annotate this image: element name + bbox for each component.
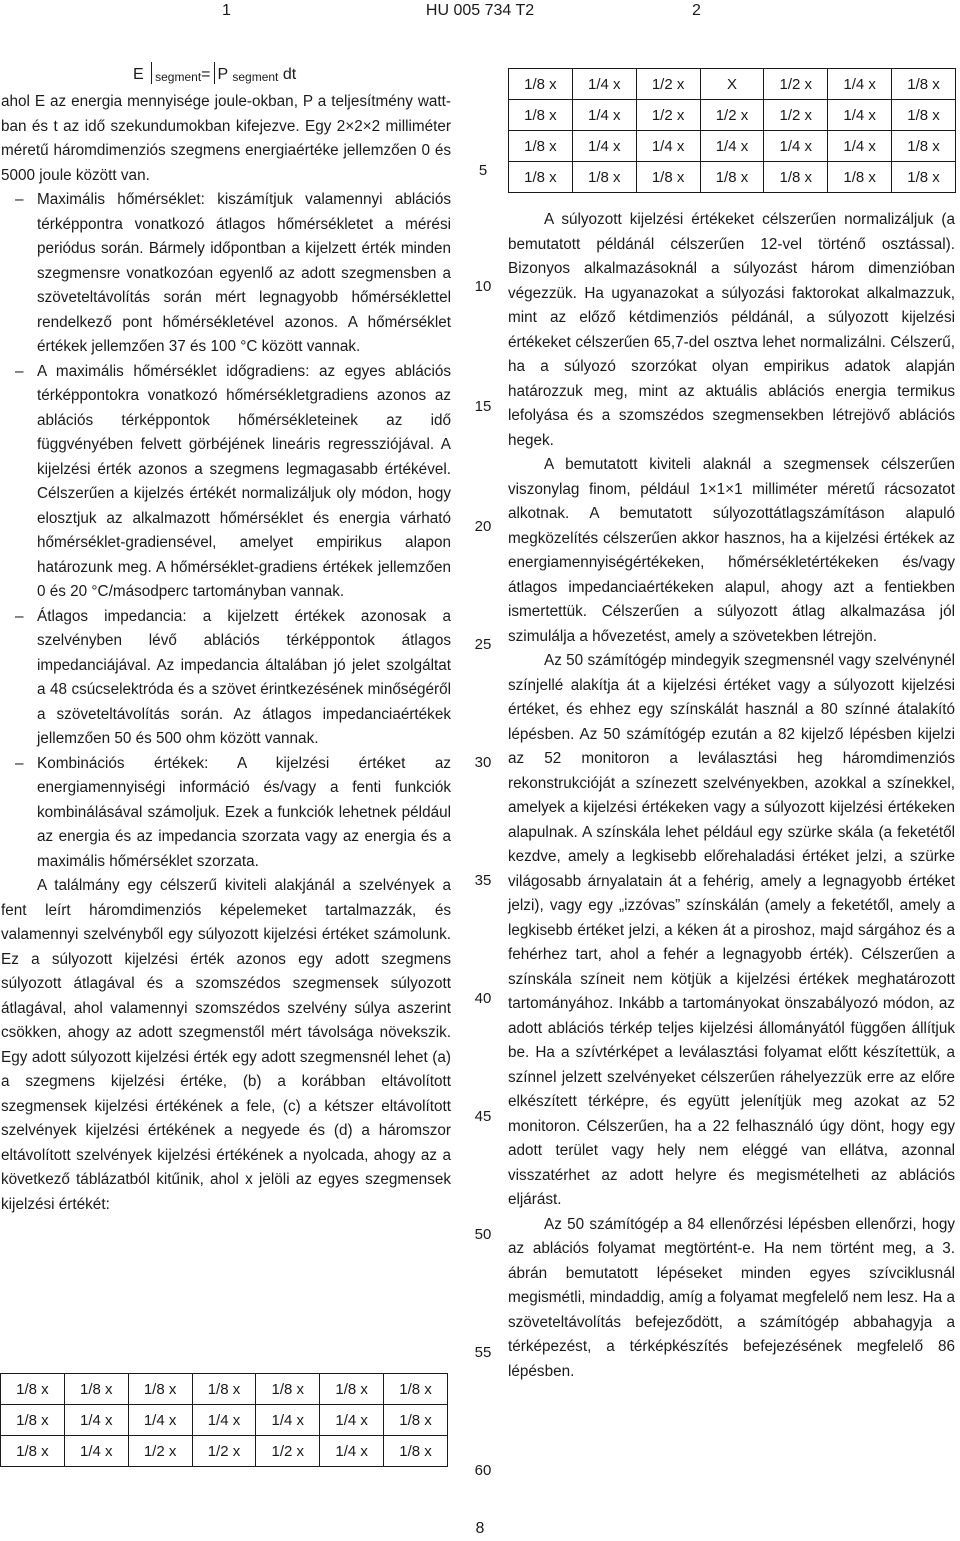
formula-equals: = <box>201 66 211 83</box>
body-paragraph: A bemutatott kiviteli alaknál a szegmensek célszerűen viszonylag finom, például 1×1×1 milliméter méretű rácsozatot alkotnak. A bemutatott súlyozottátlagszámításon alapuló megközelítés célszerűen akkor hasznos, ha a kijelzési értékek az energiamennyiségértékeken, hőmérsékletértékeken és/vagy átlagos impedanciaértékeken alapul, ahogy azt a fentiekben ismertettük. Célszerűen a súlyozott átlag alkalmazása jól szimulálja a hővezetést, amely a szövetekben létrejön. <box>508 456 955 645</box>
formula-e: E <box>133 66 144 83</box>
bullet-average-impedance: – Átlagos impedancia: a kijelzett értékek azonosak a szelvényben lévő ablációs térképpontok átlagos impedanciájával. Az impedancia általában jó jelet szolgáltat a 48 csúcselektróda és a szövet érintkezésének minőségéről a szöveteltávolítás során. Az átlagos impedanciaértékek jellemzően 50 és 500 ohm között vannak. <box>15 607 451 747</box>
formula-subscript: segment <box>232 70 279 84</box>
right-column <box>508 208 955 1384</box>
table-row: 1/8 x 1/8 x 1/8 x 1/8 x 1/8 x 1/8 x 1/8 x <box>509 162 956 193</box>
line-number: 25 <box>474 636 492 653</box>
line-number: 50 <box>474 1226 492 1243</box>
intro-paragraph: ahol E az energia mennyisége joule-okban, P a teljesítmény watt-ban és t az idő szekundumokban kifejezve. Egy 2×2×2 milliméter méretű háromdimenziós szegmens energiaértéke jellemzően 0 és 5000 joule között van. <box>1 93 451 184</box>
line-number: 5 <box>478 162 488 179</box>
body-paragraph: A súlyozott kijelzési értékeket célszerűen normalizáljuk (a bemutatott példánál célszerűen 12-vel történő osztással). Bizonyos alkalmazásoknál a súlyozást három dimenzióban végezzük. Ha ugyanazokat a súlyozási faktorokat alkalmazzuk, mint az előző kétdimenziós példánál, a súlyozott kijelzési értékeket célszerűen 65,7-del osztva lehet normalizálni. Célszerű, ha a súlyozó szorzókat olyan empirikus adatok alapján határozzuk meg, mint az aktuális ablációs energia termikus lefolyása és a szomszédos szegmensekben létrejövő ablációs hegek. <box>508 211 955 449</box>
table-row: 1/8 x 1/4 x 1/4 x 1/4 x 1/4 x 1/4 x 1/8 x <box>509 131 956 162</box>
table-row: 1/8 x 1/4 x 1/2 x X 1/2 x 1/4 x 1/8 x <box>509 69 956 100</box>
bullet-max-temperature: – Maximális hőmérséklet: kiszámítjuk valamennyi ablációs térképpontra vonatkozó átlagos hőmérsékletet a mérési periódus során. Bármely időpontban a kijelzett érték minden szegmensre vonatkozóan egyenlő az adott szegmensben a szöveteltávolítás során mért legnagyobb hőmérséklettel rendelkező pont hőmérsékletével azonos. A hőmérséklet értékek jellemzően 37 és 100 °C között vannak. <box>15 191 451 355</box>
bullet-combination-values: – Kombinációs értékek: A kijelzési értéket az energiamennyiségi információ és/vagy a fenti funkciók kombinálásával számoljuk. Ezek a funkciók lehetnek például az energia és az impedancia szorzata vagy az energia és a maximális hőmérséklet szorzata. <box>15 754 451 870</box>
table-row: 1/8 x 1/4 x 1/4 x 1/4 x 1/4 x 1/4 x 1/8 x <box>1 1405 448 1436</box>
document-id: HU 005 734 T2 <box>425 2 535 19</box>
bullet-temperature-gradient: – A maximális hőmérséklet időgradiens: az egyes ablációs térképpontokra vonatkozó hőmérsékletgradiens azonos az ablációs térképpontok hőmérsékleteinek az idő függvényében felvett görbéjének lineáris regressziójával. A kijelzési érték azonos a szegmens legmagasabb értékével. Célszerűen a kijelzés értékét normalizáljuk oly módon, hogy elosztjuk az alkalmazott hőmérséklet és energia várható hőmérséklet-gradiensével, amelyet empirikus alapon határozunk meg. A hőmérséklet-gradiens értékek jellemzően 0 és 20 °C/másodperc tartományban vannak. <box>15 362 451 600</box>
body-paragraph: Az 50 számítógép mindegyik szegmensnél vagy szelvénynél színjellé alakítja át a kijelzési értéket vagy a súlyozott kijelzési értéket, és ehhez egy színskálát használ a 80 színné átalakító lépésben. Az 50 számítógép ezután a 82 kijelző lépésben kijelzi az 52 monitoron a leválasztási heg háromdimenziós rekonstrukcióját a színezett szelvényekben, azokkal a színekkel, amelyek a kijelzési értékeken vagy a súlyozott kijelzési értékeken alapulnak. A színskála lehet például egy szürke skála (a feketétől kezdve, amely a legkisebb előrehaladási értéket jelzi, a szürke világosabb árnyalatain át a fehérig, amely a legnagyobb értéket jelzi), vagy egy „izzóvas” színskálán (amely a feketétől, amely a legkisebb értéket jelzi, a kéken át a piroshoz, majd sárgához és a fehérhez tart, ahol a fehér a legnagyobb érték). Célszerűen a színskála színeit nem kötjük a kijelzési értékek meghatározott tartományához. Inkább a tartományokat önszabályozó módon, az adott ablációs térkép teljes kijelzési állományától függően állítjuk be. Ha a szívtérképet a leválasztási folyamat előtt készítettük, a színnel jelzett szelvényeket célszerűen ráhelyezzük erre az előre elkészített térképre, és együtt jelenítjük meg azokat az 52 monitoron. Célszerűen, ha a 22 felhasználó úgy dönt, hogy egy adott terület vagy hely nem eléggé van ellátva, azonnal visszatérhet az adott helyre és megismételheti az ablációs eljárást. <box>508 652 955 1208</box>
line-number: 10 <box>474 278 492 295</box>
integral-bar <box>151 62 152 84</box>
page-footer-number: 8 <box>475 1520 485 1537</box>
line-number: 15 <box>474 398 492 415</box>
line-number: 30 <box>474 754 492 771</box>
weight-table-right <box>508 68 956 193</box>
line-number: 45 <box>474 1108 492 1125</box>
right-page-number: 2 <box>692 2 701 19</box>
line-number: 60 <box>474 1462 492 1479</box>
line-number: 40 <box>474 990 492 1007</box>
table-row: 1/8 x 1/8 x 1/8 x 1/8 x 1/8 x 1/8 x 1/8 x <box>1 1374 448 1405</box>
line-number: 35 <box>474 872 492 889</box>
table-row: 1/8 x 1/4 x 1/2 x 1/2 x 1/2 x 1/4 x 1/8 x <box>509 100 956 131</box>
formula-p: P <box>217 66 228 83</box>
body-paragraph: A találmány egy célszerű kiviteli alakjánál a szelvények a fent leírt háromdimenziós képelemeket tartalmazzák, és valamennyi szelvényből egy súlyozott kijelzési értéket számolunk. Ez a súlyozott kijelzési érték azonos egy adott szegmens súlyozott átlagával és a szomszédos szegmensek súlyozott átlagával, ahol valamennyi szomszédos szelvény súlya aszerint csökken, ahogy az adott szegmenstől mért távolsága növekszik. Egy adott súlyozott kijelzési érték egy adott szegmensnél lehet (a) a szegmens kijelzési értéke, (b) a korábban eltávolított szegmensek kijelzési értékének a fele, (c) a kétszer eltávolított szelvények kijelzési értékének a negyede és (d) a háromszor eltávolított szelvények kijelzési értékének a nyolcada, ahogy az a következő táblázatból kitűnik, ahol x jelöli az egyes szegmensek kijelzési értékét: <box>1 877 451 1213</box>
body-paragraph: Az 50 számítógép a 84 ellenőrzési lépésben ellenőrzi, hogy az ablációs folyamat megtörtént-e. Ha nem történt meg, a 3. ábrán bemutatott lépéseket minden egyes szívciklusnál megismétli, mindaddig, amíg a folyamat megfelelő nem lesz. Ha a szöveteltávolítás befejeződött, a számítógép abbahagyja a térképezést, a térképkészítés befejezésének megfelelő 86 lépésben. <box>508 1215 955 1380</box>
energy-formula <box>1 62 451 90</box>
left-page-number: 1 <box>222 2 231 19</box>
line-number: 20 <box>474 518 492 535</box>
table-row: 1/8 x 1/4 x 1/2 x 1/2 x 1/2 x 1/4 x 1/8 x <box>1 1436 448 1467</box>
integral-sign <box>214 62 215 84</box>
formula-dt: dt <box>282 66 297 83</box>
line-number: 55 <box>474 1344 492 1361</box>
weight-table-left <box>0 1373 448 1467</box>
formula-subscript: segment <box>155 70 202 84</box>
left-column <box>1 62 451 1217</box>
